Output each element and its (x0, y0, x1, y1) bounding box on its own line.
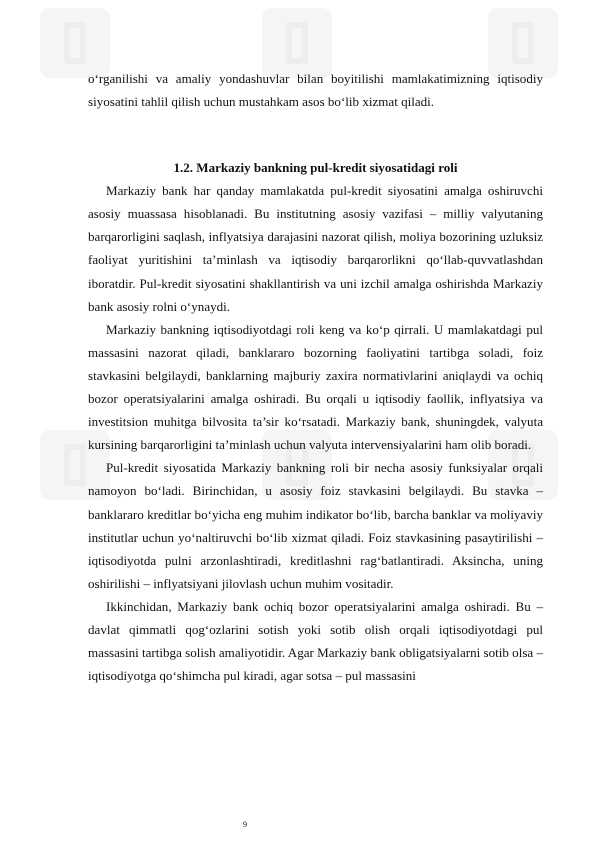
body-paragraph: Markaziy bankning iqtisodiyotdagi roli keng va ko‘p qirrali. U mamlakatdagi pul massasini nazorat qiladi, banklararo bozorning faoliyatini tartibga soladi, foiz stavkasini belgilaydi, banklarning majburiy zaxira normativlarini aniqlaydi va ochiq bozor operatsiyalarini amalga oshiradi. Bu orqali u iqtisodiy faollik, inflyatsiya va investitsion muhitga bilvosita ta’sir ko‘rsatadi. Markaziy bank, shuningdek, valyuta kursining barqarorligini ta’minlash uchun valyuta intervensiyalarini ham olib boradi. (88, 321, 543, 453)
intro-paragraph: o‘rganilishi va amaliy yondashuvlar bilan boyitilishi mamlakatimizning iqtisodiy siyosatini tahlil qilish uchun mustahkam asos bo‘lib xizmat qiladi. (88, 71, 543, 110)
body-paragraph: Pul-kredit siyosatida Markaziy bankning roli bir necha asosiy funksiyalar orqali namoyon bo‘ladi. Birinchidan, u asosiy foiz stavkasini belgilaydi. Bu stavka – banklararo kreditlar bo‘yicha eng muhim indikator bo‘lib, barcha banklar va moliyaviy institutlar uchun yo‘naltiruvchi bo‘lib xizmat qiladi. Foiz stavkasining pasaytirilishi – iqtisodiyotda pulni arzonlashtiradi, kreditlashni rag‘batlantiradi. Aksincha, uning oshirilishi – inflyatsiyani jilovlash uchun muhim vositadir. (88, 460, 543, 591)
section-title: 1.2. Markaziy bankning pul-kredit siyosatidagi roli (173, 160, 458, 176)
document-page (88, 67, 543, 687)
body-paragraph: Markaziy bank har qanday mamlakatda pul-kredit siyosatini amalga oshiruvchi asosiy muassasa hisoblanadi. Bu institutning asosiy vazifasi – milliy valyutaning barqarorligini saqlash, inflyatsiya darajasini nazorat qilish, moliya bozorining uzluksiz faoliyat yuritishini ta’minlash va iqtisodiy barqarorlikni qo‘llab-quvvatlashdan iboratdir. Pul-kredit siyosatini shakllantirish va uni izchil amalga oshirishda Markaziy bank asosiy rolni o‘ynaydi. (88, 183, 543, 314)
body-paragraph: Ikkinchidan, Markaziy bank ochiq bozor operatsiyalarini amalga oshiradi. Bu – davlat qimmatli qog‘ozlarini sotish yoki sotib olish orqali iqtisodiyotdagi pul massasini tartibga solish amaliyotidir. Agar Markaziy bank obligatsiyalarni sotib olsa – iqtisodiyotga qo‘shimcha pul kiradi, agar sotsa – pul massasini (88, 598, 543, 684)
section-spacer (88, 113, 543, 156)
page-number: 9 (243, 820, 247, 829)
